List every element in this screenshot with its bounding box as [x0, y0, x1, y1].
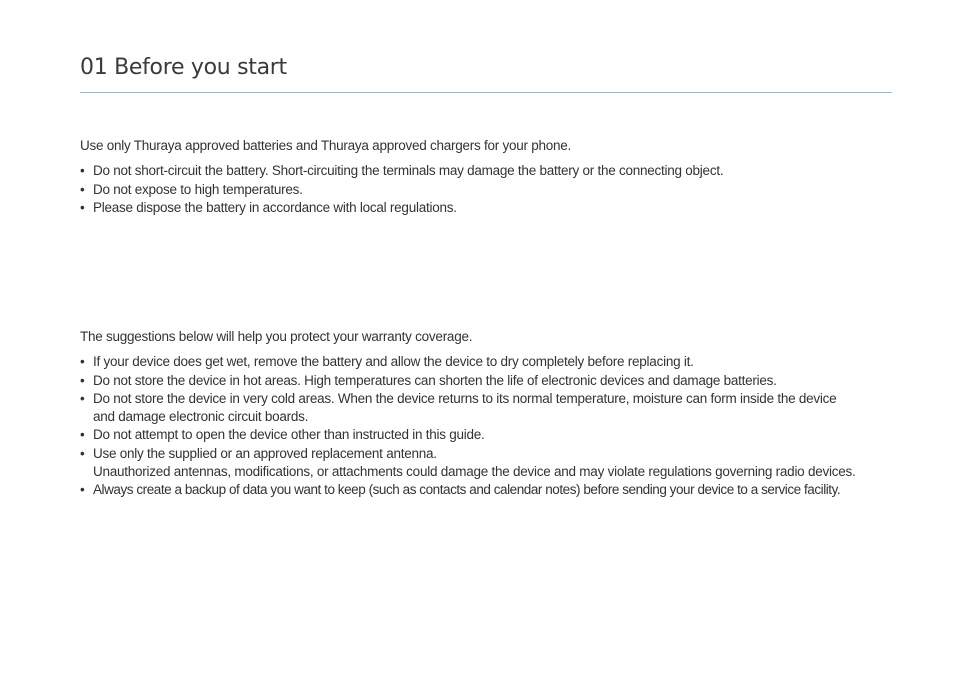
warranty-intro: The suggestions below will help you protect your warranty coverage.: [80, 329, 473, 344]
bullet-icon: •: [80, 482, 85, 498]
battery-section: [80, 137, 880, 217]
bullet-icon: •: [80, 390, 85, 406]
bullet-text: Use only the supplied or an approved replacement antenna.: [93, 445, 437, 461]
bullet-icon: •: [80, 181, 85, 197]
bullet-icon: •: [80, 199, 85, 215]
bullet-icon: •: [80, 427, 85, 443]
bullet-icon: •: [80, 372, 85, 388]
list-item: [80, 372, 880, 390]
bullet-text: If your device does get wet, remove the battery and allow the device to dry completely before replacing it.: [93, 354, 694, 370]
bullet-icon: •: [80, 163, 85, 179]
bullet-text: Do not attempt to open the device other than instructed in this guide.: [93, 427, 485, 443]
bullet-icon: •: [80, 354, 85, 370]
bullet-icon: •: [80, 445, 85, 461]
bullet-text-continuation: and damage electronic circuit boards.: [93, 409, 309, 425]
list-item: [80, 353, 880, 371]
bullet-text-continuation: Unauthorized antennas, modifications, or attachments could damage the device and may violate regulations governing radio devices.: [93, 464, 856, 480]
warranty-section: [80, 328, 880, 500]
bullet-text: Do not short-circuit the battery. Short-circuiting the terminals may damage the battery or the connecting object.: [93, 163, 724, 179]
list-item: [80, 199, 880, 217]
list-item: [80, 390, 880, 427]
list-item: [80, 481, 880, 499]
page-title: 01 Before you start: [80, 55, 287, 80]
bullet-text: Do not store the device in very cold areas. When the device returns to its normal temperature, moisture can form inside the device: [93, 390, 837, 406]
warranty-bullet-list: [80, 353, 880, 499]
battery-bullet-list: [80, 162, 880, 217]
list-item: [80, 445, 880, 482]
list-item: [80, 181, 880, 199]
title-divider: [80, 92, 892, 93]
list-item: [80, 426, 880, 444]
battery-intro: Use only Thuraya approved batteries and Thuraya approved chargers for your phone.: [80, 138, 572, 153]
bullet-text: Do not expose to high temperatures.: [93, 181, 303, 197]
bullet-text: Please dispose the battery in accordance with local regulations.: [93, 199, 457, 215]
bullet-text: Always create a backup of data you want to keep (such as contacts and calendar notes) before sending your device to a service facility.: [93, 482, 841, 498]
list-item: [80, 162, 880, 180]
bullet-text: Do not store the device in hot areas. High temperatures can shorten the life of electronic devices and damage batteries.: [93, 372, 777, 388]
